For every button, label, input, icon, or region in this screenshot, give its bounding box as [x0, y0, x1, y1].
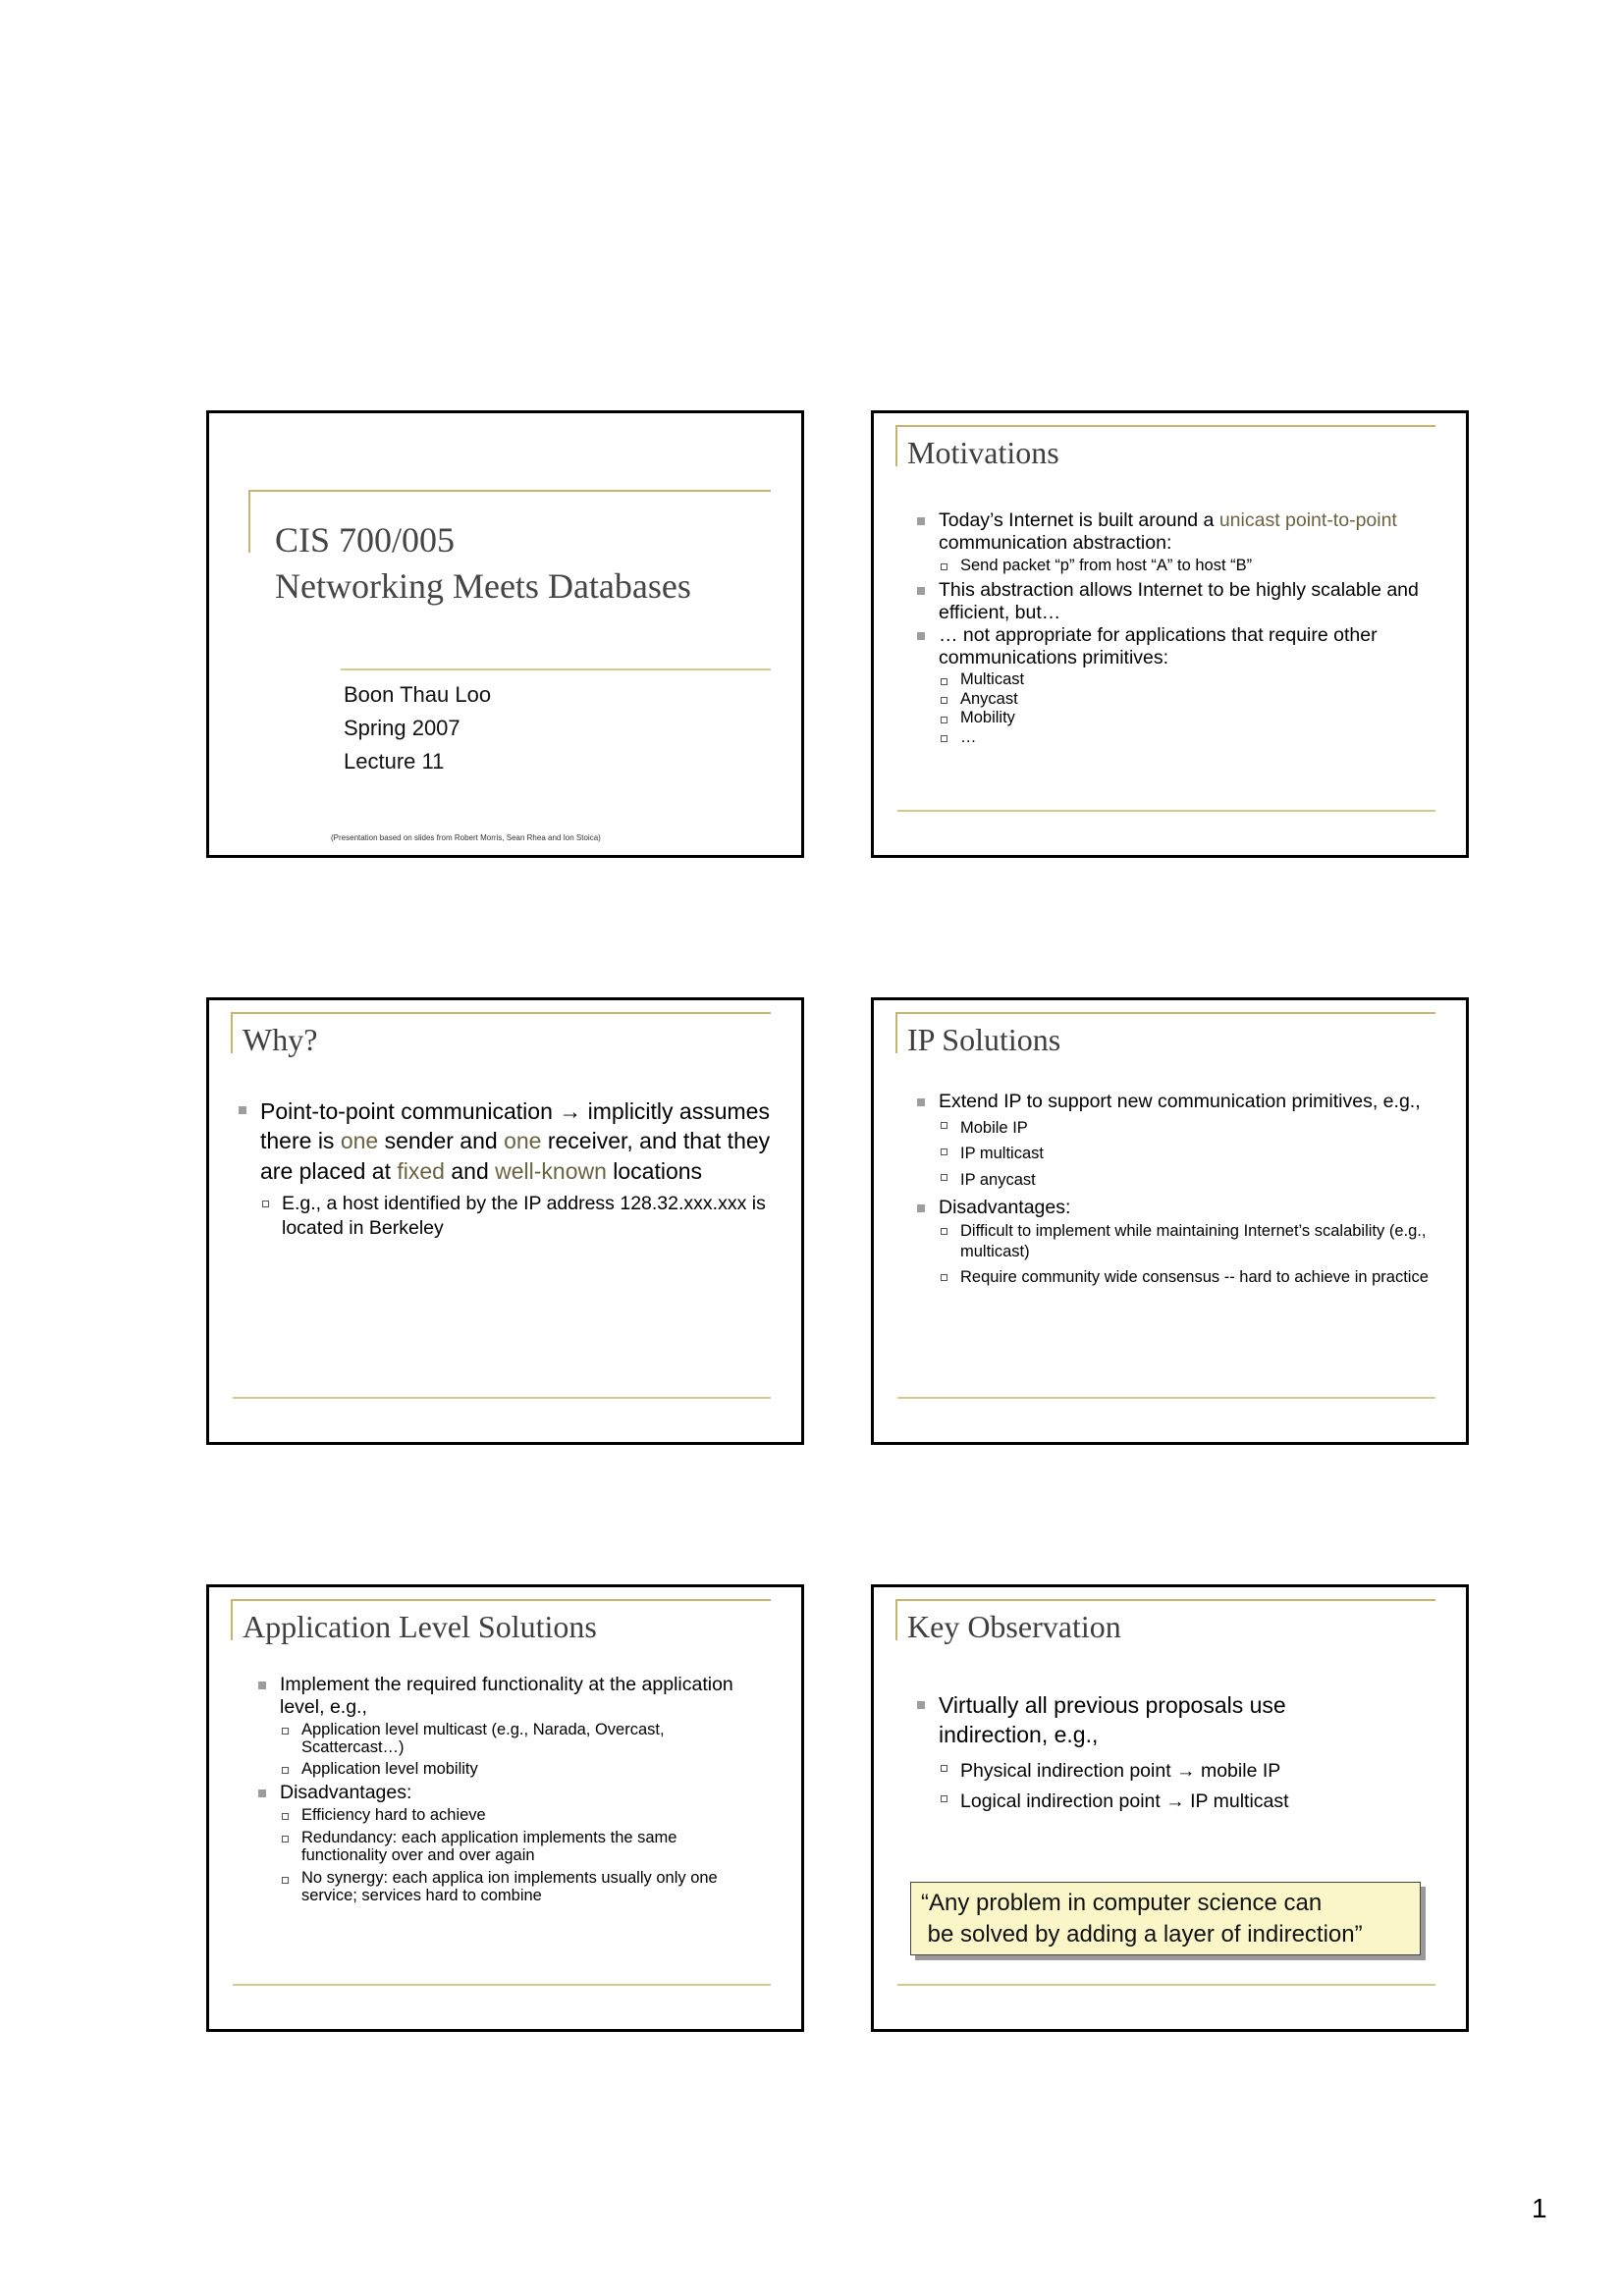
sub-bullet: Difficult to implement while maintaining Internet’s scalability (e.g., multicast)	[939, 1221, 1447, 1263]
bullet: Extend IP to support new communication primitives, e.g., Mobile IP IP multicast IP anycast	[917, 1091, 1447, 1193]
sub-bullet: Anycast	[939, 690, 1428, 709]
bullet: … not appropriate for applications that require other communications primitives: Multicast Anycast Mobility …	[917, 624, 1428, 748]
arrow-glyph: →	[1176, 1759, 1196, 1782]
sub-list	[939, 1115, 1447, 1193]
header-rule	[231, 1599, 771, 1601]
sub-list	[280, 1721, 749, 1778]
header-bar	[895, 1012, 897, 1053]
sub-bullet: Require community wide consensus -- hard to achieve in practice	[939, 1267, 1447, 1288]
bullet-list	[239, 1096, 784, 1246]
slide-title: Application Level Solutions	[243, 1609, 597, 1644]
sub-bullet: …	[939, 728, 1428, 747]
page-number: 1	[1532, 2193, 1547, 2223]
author: Boon Thau Loo	[344, 682, 492, 707]
sub-bullet: Application level multicast (e.g., Narada, Overcast, Scattercast…)	[280, 1721, 749, 1756]
footer-rule	[897, 810, 1435, 812]
title-accent-line	[248, 490, 771, 492]
slide-title: Why?	[243, 1022, 318, 1057]
bullet: Point-to-point communication → implicitly assumes there is one sender and one receiver, and that they are placed at fixed and well-known locations E.g., a host identified by the IP address 128.32.xxx.xxx is located in Berkeley	[239, 1096, 784, 1242]
bullet: Disadvantages: Difficult to implement while maintaining Internet’s scalability (e.g., multicast) Require community wide consensus -- hard to achieve in practice	[917, 1197, 1447, 1288]
term: Spring 2007	[344, 716, 460, 741]
indirection-quote-box	[910, 1882, 1421, 1955]
course-meta	[344, 678, 491, 778]
footer-rule	[897, 1397, 1435, 1399]
quote-line: be solved by adding a layer of indirection”	[921, 1920, 1363, 1948]
slide-3-why	[206, 997, 804, 1445]
sub-bullet: Physical indirection point → mobile IP	[939, 1756, 1369, 1787]
divider	[341, 668, 771, 670]
header-rule	[231, 1012, 771, 1014]
quote-line: “Any problem in computer science can	[921, 1890, 1323, 1916]
sub-list	[260, 1192, 784, 1242]
sub-bullet: Logical indirection point → IP multicast	[939, 1787, 1369, 1817]
bullet: Implement the required functionality at the application level, e.g., Application level multicast (e.g., Narada, Overcast, Scattercast…) Application level mobility	[258, 1674, 749, 1778]
sub-bullet: No synergy: each applica ion implements usually only one service; services hard to combine	[280, 1869, 749, 1904]
bullet-list	[258, 1674, 749, 1909]
arrow-glyph: →	[559, 1098, 582, 1124]
footer-rule	[233, 1397, 771, 1399]
arrow-glyph: →	[1165, 1789, 1185, 1812]
slide-title: Motivations	[907, 435, 1059, 470]
sub-list	[939, 1221, 1447, 1288]
sub-bullet: IP multicast	[939, 1141, 1447, 1166]
header-rule	[895, 1599, 1435, 1601]
slide-1-title	[206, 410, 804, 858]
credit-note: (Presentation based on slides from Robert Morris, Sean Rhea and Ion Stoica)	[331, 833, 601, 842]
lecture: Lecture 11	[344, 749, 445, 774]
slide-4-ip-solutions	[871, 997, 1469, 1445]
slide-2-motivations	[871, 410, 1469, 858]
footer-rule	[897, 1984, 1435, 1986]
header-bar	[895, 425, 897, 466]
title-accent-bar	[248, 490, 250, 553]
sub-bullet: Send packet “p” from host “A” to host “B”	[939, 557, 1428, 575]
bullet: Virtually all previous proposals use indirection, e.g., Physical indirection point → mobile IP Logical indirection point → IP multicast	[917, 1691, 1369, 1817]
sub-bullet: Multicast	[939, 670, 1428, 689]
sub-bullet: E.g., a host identified by the IP address 128.32.xxx.xxx is located in Berkeley	[260, 1192, 784, 1242]
sub-list	[939, 670, 1428, 747]
slide-title: IP Solutions	[907, 1022, 1061, 1057]
course-title: CIS 700/005 Networking Meets Databases	[275, 520, 691, 606]
footer-rule	[233, 1984, 771, 1986]
sub-list	[939, 557, 1428, 575]
header-bar	[895, 1599, 897, 1640]
slide-title: Key Observation	[907, 1609, 1121, 1644]
sub-bullet: Mobility	[939, 709, 1428, 727]
sub-list	[280, 1806, 749, 1905]
bullet: Today’s Internet is built around a unicast point-to-point communication abstraction: Send packet “p” from host “A” to host “B”	[917, 509, 1428, 575]
bullet-list	[917, 1691, 1369, 1821]
sub-list	[939, 1756, 1369, 1817]
sub-bullet: Efficiency hard to achieve	[280, 1806, 749, 1824]
slide-6-key-observation	[871, 1584, 1469, 2032]
bullet-list	[917, 1091, 1447, 1292]
sub-bullet: Mobile IP	[939, 1115, 1447, 1141]
bullet: This abstraction allows Internet to be highly scalable and efficient, but…	[917, 579, 1428, 624]
bullet-list	[917, 509, 1428, 751]
slide-5-application-level-solutions	[206, 1584, 804, 2032]
bullet: Disadvantages: Efficiency hard to achieve Redundancy: each application implements the same functionality over and over again No synergy: each applica ion implements usually only one service; services hard to combine	[258, 1782, 749, 1905]
header-rule	[895, 425, 1435, 427]
sub-bullet: Application level mobility	[280, 1760, 749, 1778]
sub-bullet: IP anycast	[939, 1167, 1447, 1193]
sub-bullet: Redundancy: each application implements the same functionality over and over again	[280, 1829, 749, 1864]
header-bar	[231, 1012, 233, 1053]
header-bar	[231, 1599, 233, 1640]
header-rule	[895, 1012, 1435, 1014]
